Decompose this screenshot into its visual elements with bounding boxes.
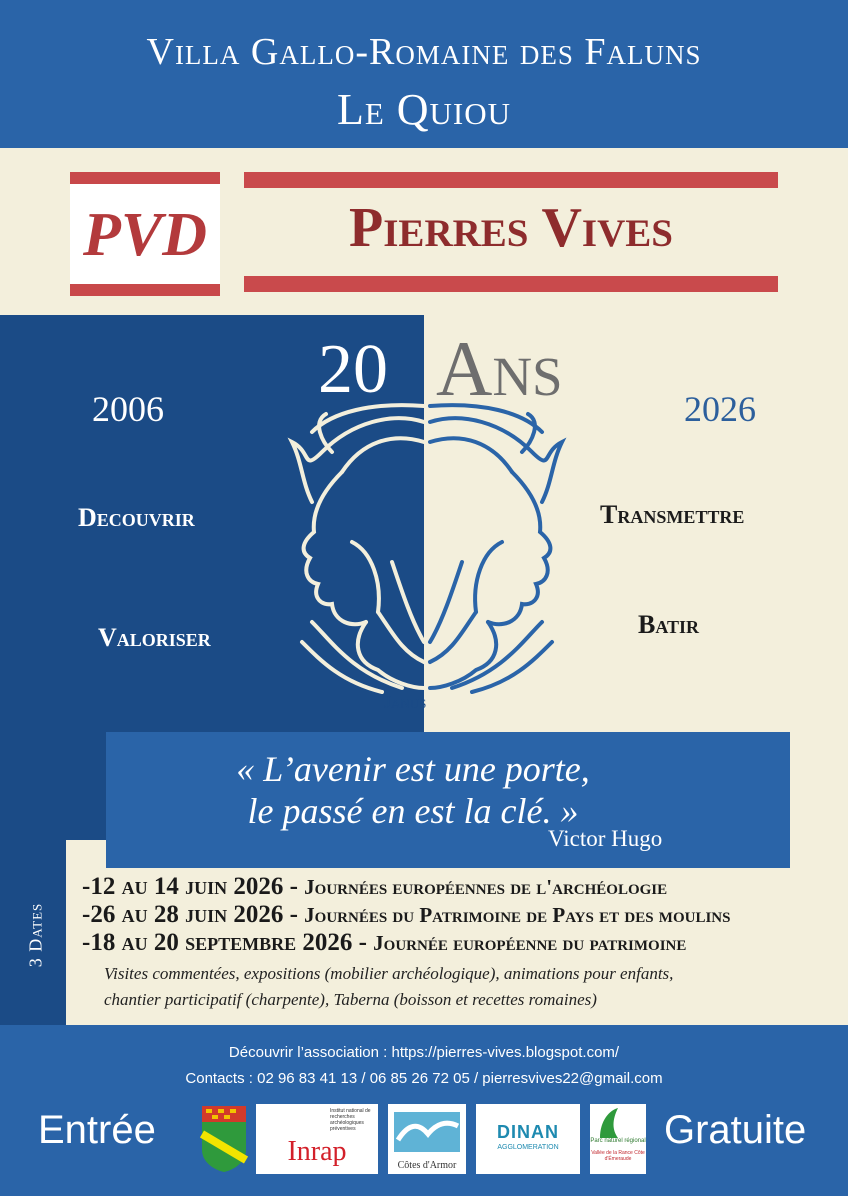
title-bar-bottom — [244, 276, 778, 292]
event-date-1-what: Journées européennes de l'archéologie — [304, 875, 668, 899]
cotes-darmor-logo — [388, 1104, 466, 1174]
footer-contacts: Contacts : 02 96 83 41 13 / 06 85 26 72 05 / pierresvives22@gmail.com — [185, 1070, 663, 1087]
value-transmettre: Transmettre — [600, 500, 745, 529]
breton-shield-logo — [200, 1104, 248, 1174]
event-date-3-what: Journée européenne du patrimoine — [373, 931, 687, 955]
event-date-2-when: -26 au 28 juin 2026 - — [82, 901, 298, 928]
wave-icon — [388, 1104, 466, 1156]
cotes-darmor-name: Côtes d'Armor — [397, 1160, 457, 1171]
inrap-logo — [256, 1104, 378, 1174]
page-title: Pierres Vives — [349, 197, 673, 259]
logo-monogram: PVD — [83, 201, 207, 269]
event-date-2-what: Journées du Patrimoine de Pays et des moulins — [304, 903, 731, 927]
anniversary-number: 20 — [318, 331, 388, 408]
event-date-3 — [82, 929, 686, 957]
dinan-name: DINAN — [497, 1122, 559, 1142]
quote-author: Victor Hugo — [548, 826, 663, 851]
event-date-3-when: -18 au 20 septembre 2026 - — [82, 929, 367, 956]
janus-illustration — [282, 392, 572, 702]
value-batir: Batir — [638, 610, 700, 639]
leaf-icon — [590, 1104, 646, 1140]
logo-bar-bottom — [70, 284, 220, 296]
logo-bar-top — [70, 172, 220, 184]
dinan-agglomeration-logo — [476, 1104, 580, 1174]
footer-entree: Entrée — [38, 1108, 156, 1152]
shield-icon — [200, 1104, 248, 1174]
quote-line-2: le passé en est la clé. » — [247, 791, 579, 831]
parc-sub: Vallée de la Rance Côte d'Émeraude — [591, 1150, 645, 1162]
site-name: Villa Gallo-Romaine des Faluns — [146, 31, 702, 73]
site-location: Le Quiou — [336, 85, 512, 134]
event-date-2 — [82, 901, 730, 929]
event-date-1 — [82, 873, 667, 901]
dates-side-label — [16, 880, 56, 990]
event-date-1-when: -12 au 14 juin 2026 - — [82, 873, 298, 900]
association-logo — [70, 172, 220, 296]
value-valoriser: Valoriser — [98, 623, 211, 652]
dinan-sub: AGGLOMERATION — [497, 1144, 559, 1151]
left-blue-panel-lower — [0, 735, 106, 840]
inrap-tagline: Institut national de recherches archéologiques préventives — [330, 1108, 371, 1132]
year-start: 2006 — [92, 389, 164, 429]
year-end: 2026 — [684, 389, 756, 429]
anniversary-word: Ans — [436, 325, 563, 412]
value-decouvrir: Decouvrir — [78, 503, 195, 532]
activities-line-1: Visites commentées, expositions (mobilier archéologique), animations pour enfants, — [104, 964, 674, 983]
quote-line-1: « L’avenir est une porte, — [236, 749, 590, 789]
title-bar-top — [244, 172, 778, 188]
janus-label: Janus — [384, 692, 427, 712]
activities-line-2: chantier participatif (charpente), Taberna (boisson et recettes romaines) — [104, 990, 597, 1009]
footer-gratuite: Gratuite — [664, 1108, 807, 1152]
parc-rance-logo — [590, 1104, 646, 1174]
parc-name: Parc naturel régional — [590, 1138, 646, 1144]
inrap-name: Inrap — [287, 1136, 347, 1167]
footer-website: Découvrir l’association : https://pierres-vives.blogspot.com/ — [228, 1044, 620, 1061]
dates-side-label-text: 3 Dates — [25, 902, 46, 968]
